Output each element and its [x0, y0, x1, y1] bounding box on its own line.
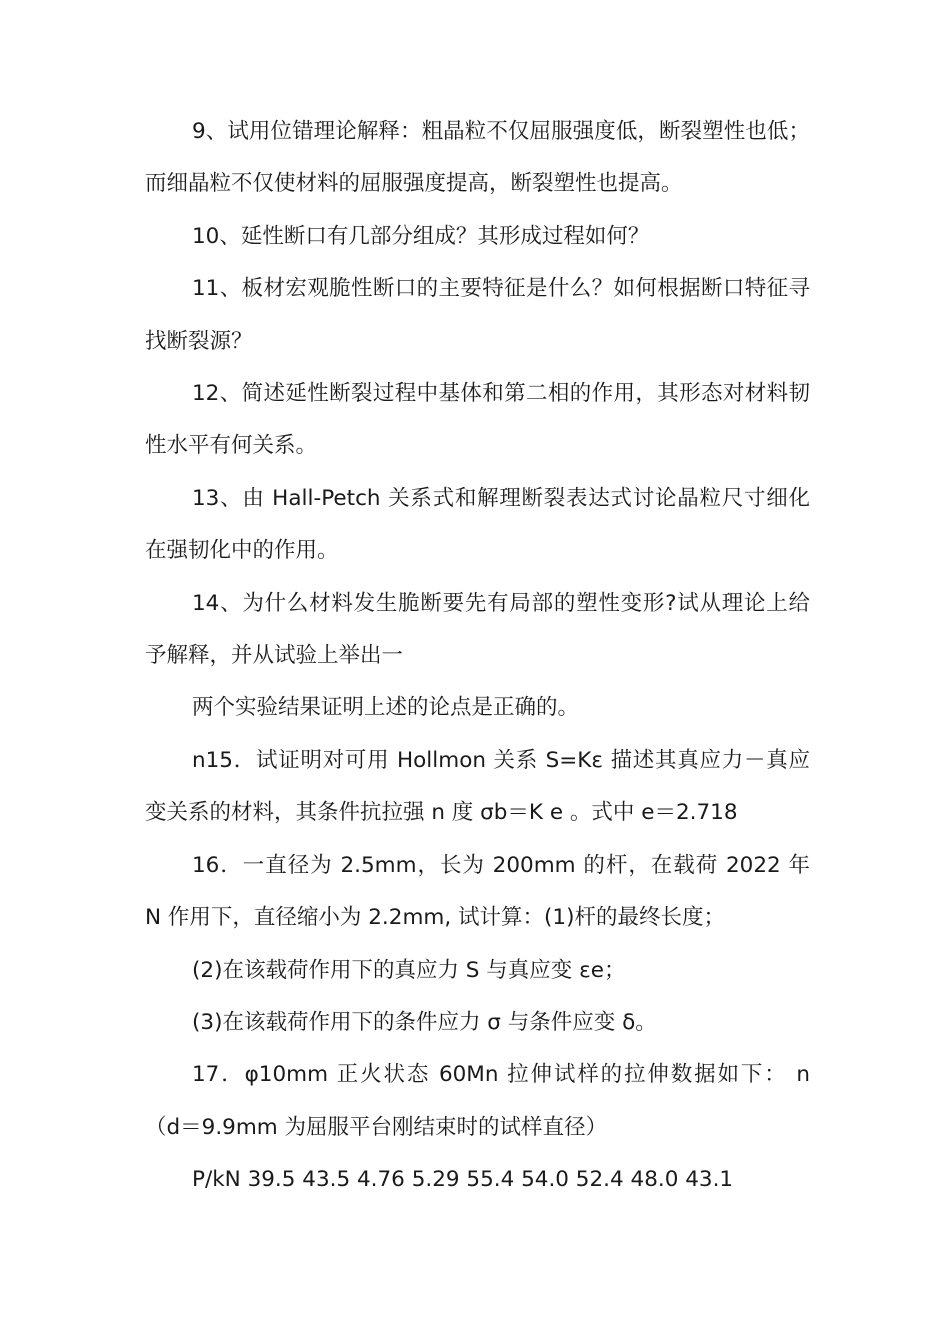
- question-10: 10、延性断口有几部分组成？其形成过程如何？: [192, 223, 650, 249]
- question-9: 9、试用位错理论解释：粗晶粒不仅屈服强度低，断裂塑性也低；而细晶粒不仅使材料的屈服强度提高，断裂塑性也提高。: [145, 119, 810, 197]
- question-15: n15．试证明对可用 Hollmon 关系 S=Kε 描述其真应力－真应变关系的材料，其条件抗拉强 n 度 σb＝K e 。式中 e＝2.718: [145, 747, 810, 826]
- question-16: 16．一直径为 2.5mm，长为 200mm 的杆，在载荷 2022 年 N 作用下，直径缩小为 2.2mm, 试计算：(1)杆的最终长度；: [145, 852, 810, 931]
- question-13: 13、由 Hall-Petch 关系式和解理断裂表达式讨论晶粒尺寸细化在强韧化中的作用。: [145, 485, 810, 564]
- document-body: [145, 106, 810, 1207]
- question-16-part-3: (3)在该载荷作用下的条件应力 σ 与条件应变 δ。: [192, 1009, 657, 1035]
- question-14: 14、为什么材料发生脆断要先有局部的塑性变形?试从理论上给予解释，并从试验上举出一: [145, 590, 810, 669]
- question-11: 11、板材宏观脆性断口的主要特征是什么？如何根据断口特征寻找断裂源？: [145, 276, 810, 354]
- question-16-part-2: (2)在该载荷作用下的真应力 S 与真应变 εe；: [192, 957, 626, 983]
- question-17: 17．φ10mm 正火状态 60Mn 拉伸试样的拉伸数据如下： n （d＝9.9mm 为屈服平台刚结束时的试样直径）: [145, 1062, 810, 1140]
- question-17-load-data: P/kN 39.5 43.5 4.76 5.29 55.4 54.0 52.4 48.0 43.1: [192, 1167, 734, 1193]
- question-12: 12、简述延性断裂过程中基体和第二相的作用，其形态对材料韧性水平有何关系。: [145, 381, 810, 459]
- question-14-continuation: 两个实验结果证明上述的论点是正确的。: [192, 695, 580, 721]
